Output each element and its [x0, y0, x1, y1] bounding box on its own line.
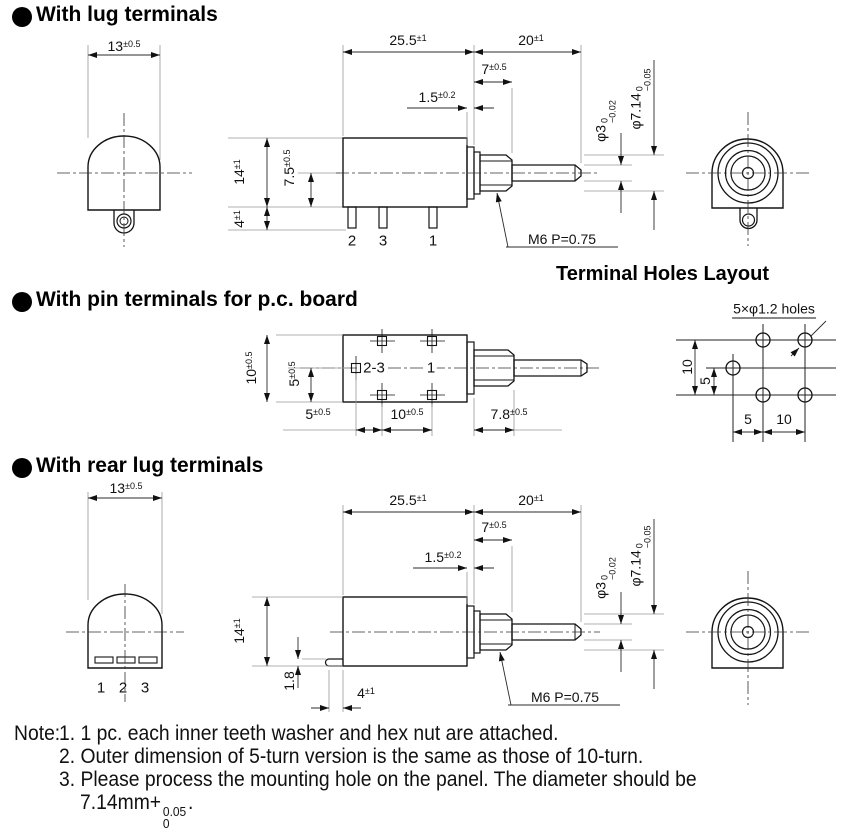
dim-tolerance: ±1 — [232, 210, 242, 221]
dim-tolerance: ±0.5 — [123, 39, 141, 49]
tolerance-stack: 0.05 0 — [162, 804, 187, 831]
terminal-holes-layout-title: Terminal Holes Layout — [556, 263, 770, 285]
rear-lug-height-dim: 1.8 — [281, 671, 297, 691]
rear-shaft-diameter-dim — [594, 557, 617, 599]
lug-step-dim — [419, 90, 456, 104]
note-item-1: 1. 1 pc. each inner teeth washer and hex nut are attached. — [59, 722, 559, 745]
section-bullet-icon — [12, 7, 32, 27]
holes-h10-dim: 10 — [776, 411, 792, 427]
dim-value: φ7.14 — [627, 93, 644, 130]
pin-label-23: 2-3 — [363, 359, 385, 377]
dim-tolerance: ±0.5 — [489, 520, 507, 530]
rear-bushing-length-dim — [481, 520, 506, 534]
rear-body-length-dim — [389, 493, 426, 507]
pin-bushing-length-dim — [491, 407, 528, 421]
lug-center-height-dim — [282, 150, 296, 187]
pin-height-dim — [244, 351, 258, 384]
dim-tolerance: ±0.5 — [244, 351, 254, 369]
terminal-number: 1 — [428, 232, 438, 250]
dim-value: 1.5 — [424, 549, 445, 565]
lug-height-dim — [232, 159, 246, 185]
lug-front-view — [57, 45, 192, 247]
dim-tolerance: ±1 — [416, 33, 427, 43]
note-label: Note: — [14, 722, 61, 745]
pin-pitch5-dim — [305, 407, 330, 421]
dim-value: φ7.14 — [627, 550, 644, 587]
rear-thread-spec: M6 P=0.75 — [530, 689, 600, 705]
lug-body-length-dim — [389, 33, 426, 47]
dim-value: 7 — [481, 519, 490, 535]
dim-value: φ3 — [592, 124, 609, 142]
lug-bushing-diameter-dim — [629, 68, 652, 129]
lug-width-dim — [107, 39, 140, 53]
rear-lug-length-dim — [357, 686, 375, 700]
section-bullet-icon — [12, 292, 32, 312]
dim-value: 5 — [286, 378, 302, 387]
dim-tolerance: ±0.2 — [438, 90, 456, 100]
tolerance-stack: 0 −0.02 — [599, 100, 618, 123]
rear-side-view — [252, 505, 664, 712]
lug-bushing-length-dim — [481, 62, 506, 76]
rear-height-dim — [232, 618, 246, 644]
dim-value: 20 — [518, 32, 534, 48]
pin-pitch10-dim — [390, 407, 423, 421]
tolerance-stack: 0 −0.05 — [634, 68, 653, 92]
terminal-number: 3 — [140, 679, 150, 697]
section-title-pin: With pin terminals for p.c. board — [36, 288, 358, 311]
dim-tolerance: ±0.5 — [313, 407, 331, 417]
dim-tolerance: ±1 — [232, 618, 242, 629]
dim-tolerance: ±0.5 — [489, 62, 507, 72]
lug-terminal-length-dim — [232, 210, 246, 228]
section-bullet-icon — [12, 458, 32, 478]
note-item-3: 3. Please process the mounting hole on the panel. The diameter should be — [59, 768, 697, 791]
lug-side-view — [228, 45, 664, 250]
section-title-rear: With rear lug terminals — [36, 454, 264, 477]
rear-front-view — [66, 492, 184, 702]
dim-tolerance: ±0.5 — [125, 481, 143, 491]
dim-value: 14 — [231, 169, 247, 185]
holes-callout: 5×φ1.2 holes — [733, 300, 815, 317]
dim-value: 13 — [109, 480, 126, 496]
pin-label-1: 1 — [426, 359, 436, 377]
dim-tolerance: ±0.2 — [444, 550, 462, 560]
rear-shaft-length-dim — [518, 493, 544, 507]
dim-tolerance: ±0.5 — [406, 407, 424, 417]
rear-rear-view — [686, 571, 810, 705]
dim-tolerance: ±1 — [416, 493, 427, 503]
dim-tolerance: ±1 — [232, 159, 242, 170]
holes-v10-dim: 10 — [679, 359, 695, 375]
dim-value: 10 — [243, 368, 259, 385]
dim-value: 4 — [357, 685, 365, 701]
lug-thread-spec: M6 P=0.75 — [527, 231, 597, 247]
dim-tolerance: ±0.5 — [510, 407, 528, 417]
terminal-number: 2 — [118, 679, 128, 697]
dim-value: 5 — [305, 406, 314, 422]
lug-shaft-length-dim — [518, 33, 544, 47]
note-item-2: 2. Outer dimension of 5-turn version is the same as those of 10-turn. — [59, 745, 644, 768]
dim-tolerance: ±1 — [533, 493, 544, 503]
dim-value: 10 — [390, 406, 407, 422]
rear-step-dim — [425, 550, 462, 564]
tolerance-stack: 0 −0.02 — [599, 557, 618, 580]
dim-value: 14 — [231, 628, 247, 644]
lug-rear-view — [686, 112, 810, 246]
dim-value: φ3 — [592, 581, 609, 599]
dim-tolerance: ±0.5 — [282, 149, 292, 167]
pin-half-height-dim — [287, 361, 301, 386]
dim-value: 25.5 — [389, 32, 417, 48]
dim-tolerance: ±1 — [533, 33, 544, 43]
terminal-number: 2 — [347, 232, 357, 250]
dim-value: 20 — [518, 492, 534, 508]
lug-shaft-diameter-dim — [594, 100, 617, 142]
terminal-number: 3 — [378, 232, 388, 250]
note-mount-spec: 7.14mm+ 0.05 0 . — [80, 791, 194, 831]
dim-tolerance: ±0.5 — [287, 361, 297, 379]
rear-width-dim — [109, 481, 142, 495]
dim-value: 7.5 — [281, 166, 297, 187]
dim-tolerance: ±1 — [364, 686, 375, 696]
rear-bushing-diameter-dim — [629, 525, 652, 586]
dim-value: 13 — [107, 38, 124, 54]
section-title-lug: With lug terminals — [36, 3, 218, 26]
dim-value: 4 — [231, 220, 247, 228]
terminal-number: 1 — [96, 679, 106, 697]
holes-h5-dim: 5 — [744, 411, 752, 427]
dim-value: 7.8 — [490, 406, 511, 422]
holes-v5-dim: 5 — [697, 377, 713, 385]
tolerance-stack: 0 −0.05 — [634, 525, 653, 549]
dim-value: 7 — [481, 61, 490, 77]
dim-value: 1.5 — [418, 89, 439, 105]
dim-value: 25.5 — [389, 492, 417, 508]
